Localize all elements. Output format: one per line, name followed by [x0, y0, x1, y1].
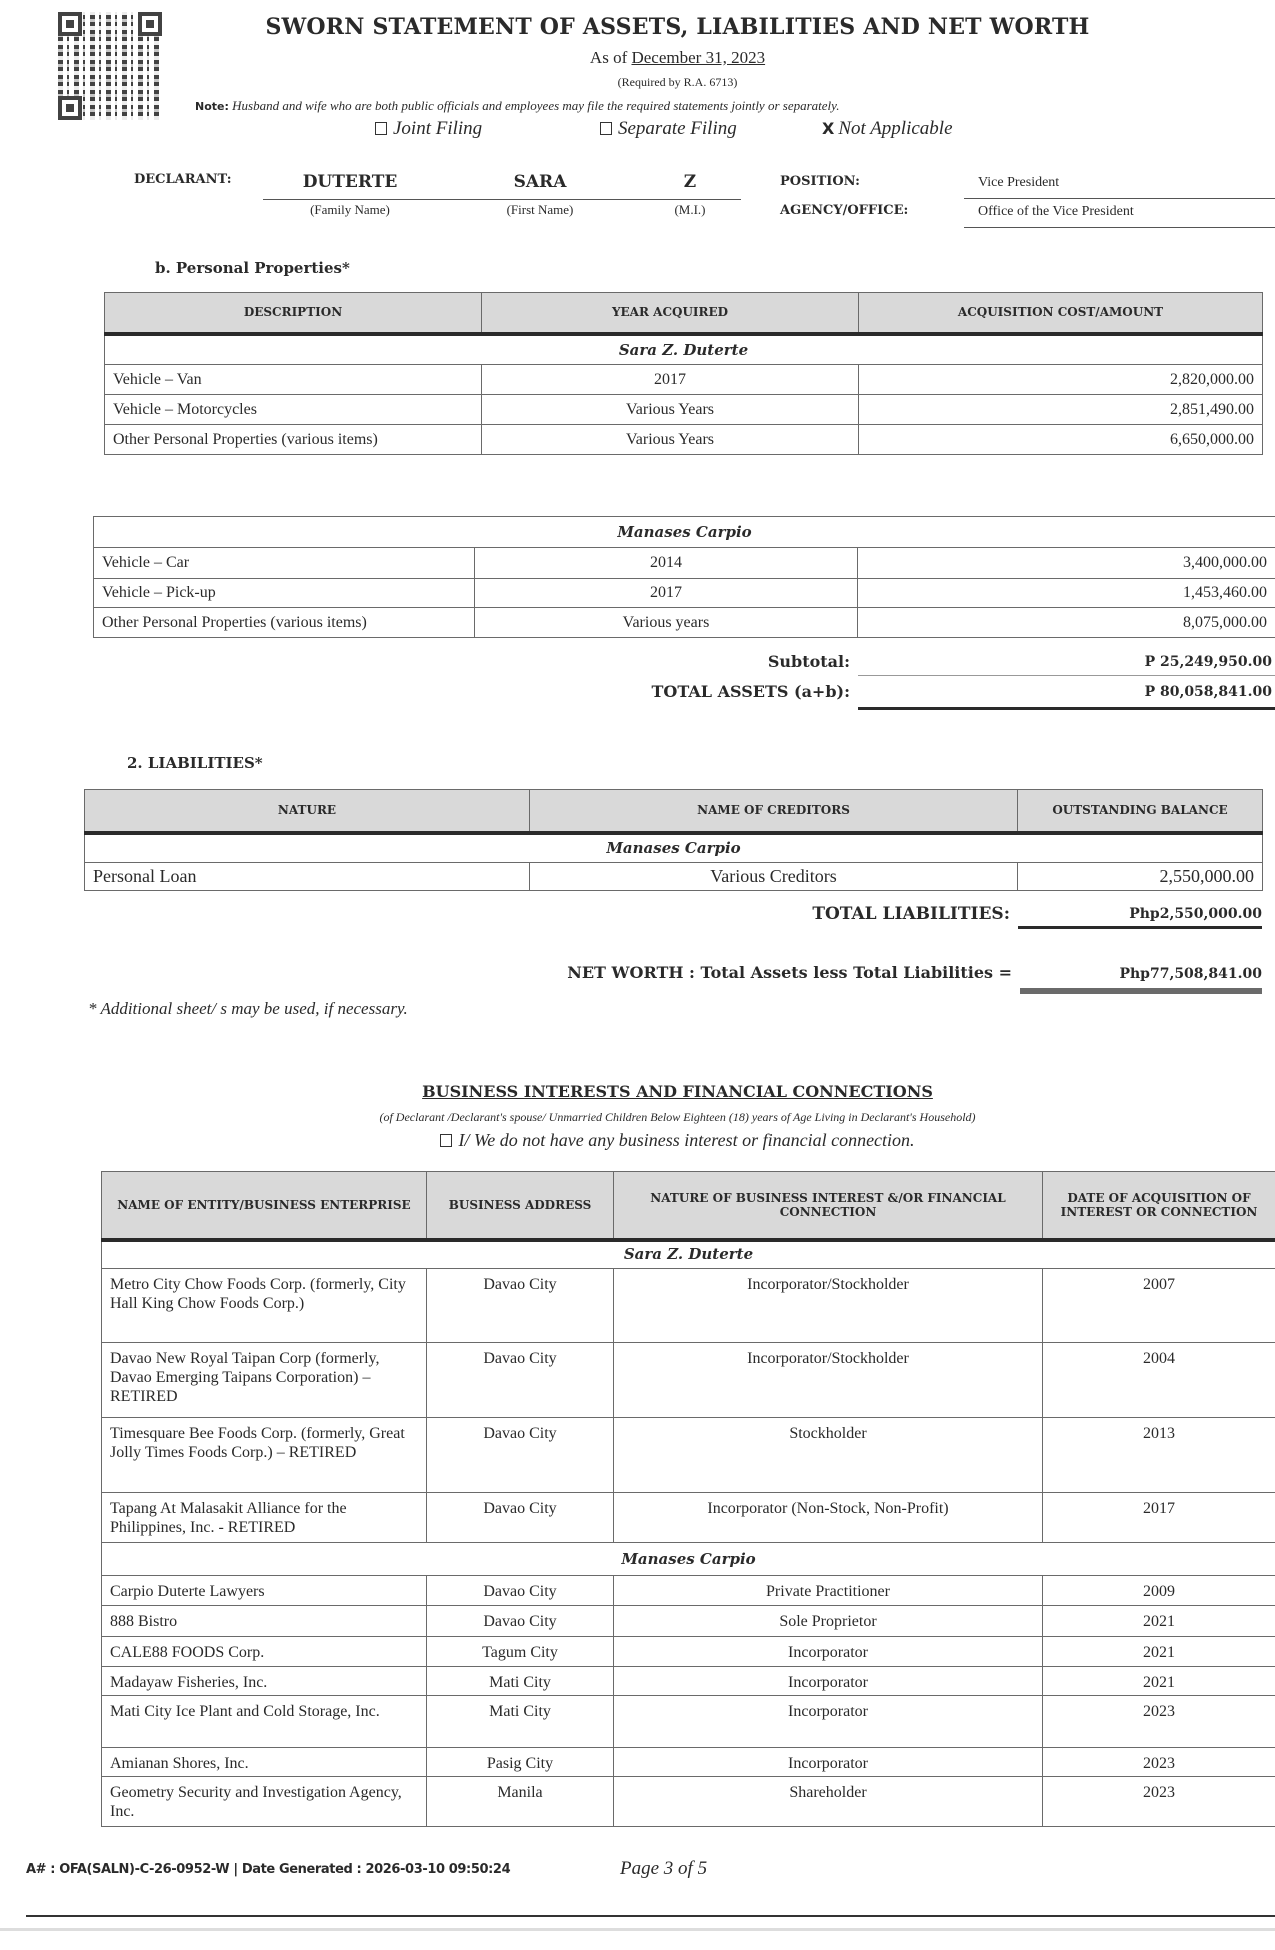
table-row: Amianan Shores, Inc. Pasig City Incorporator 2023	[102, 1748, 1275, 1777]
table-row: 888 Bistro Davao City Sole Proprietor 2021	[102, 1606, 1275, 1637]
table-row: Other Personal Properties (various items) Various Years 6,650,000.00	[105, 425, 1263, 455]
mi-caption: (M.I.)	[674, 202, 706, 217]
owner-group-label: Sara Z. Duterte	[105, 334, 1263, 365]
liabilities-table	[84, 789, 1263, 891]
owner-group-label: Manases Carpio	[85, 833, 1263, 863]
checkbox-icon[interactable]	[375, 122, 387, 135]
personal-properties-title: b. Personal Properties*	[155, 259, 350, 277]
owner-group-label: Manases Carpio	[94, 517, 1275, 548]
as-of-date: As of December 31, 2023	[589, 48, 766, 67]
page-number: Page 3 of 5	[620, 1858, 708, 1879]
table-row: Carpio Duterte Lawyers Davao City Private Practitioner 2009	[102, 1576, 1275, 1606]
first-name: SARA	[513, 172, 567, 192]
column-header-nature: NATURE	[85, 790, 530, 833]
position-value: Vice President	[978, 175, 1060, 190]
column-header-year-acquired: YEAR ACQUIRED	[482, 293, 859, 334]
column-header-description: DESCRIPTION	[105, 293, 482, 334]
joint-filing-option[interactable]: Joint Filing	[375, 118, 482, 140]
table-row: Vehicle – Pick-up 2017 1,453,460.00	[94, 579, 1275, 608]
family-name-caption: (Family Name)	[310, 202, 390, 217]
agency-value: Office of the Vice President	[978, 204, 1134, 219]
total-liabilities-value: Php2,550,000.00	[1129, 906, 1262, 922]
table-row: Vehicle – Car 2014 3,400,000.00	[94, 548, 1275, 579]
position-label: POSITION:	[780, 174, 860, 189]
personal-properties-table-1	[104, 292, 1263, 455]
personal-properties-table-2	[93, 516, 1275, 638]
total-liabilities-underline	[1018, 926, 1262, 929]
total-assets-label: TOTAL ASSETS (a+b):	[651, 682, 850, 701]
first-name-caption: (First Name)	[506, 202, 574, 217]
column-header-outstanding-balance: OUTSTANDING BALANCE	[1018, 790, 1263, 833]
table-row: Vehicle – Van 2017 2,820,000.00	[105, 365, 1263, 395]
total-liabilities-label: TOTAL LIABILITIES:	[812, 904, 1010, 924]
subtotal-divider	[858, 675, 1275, 676]
checkbox-icon[interactable]	[440, 1134, 452, 1147]
family-name: DUTERTE	[302, 172, 398, 192]
table-row: Davao New Royal Taipan Corp (formerly, Davao Emerging Taipans Corporation) – RETIRED Davao City Incorporator/Stockholder 2004	[102, 1343, 1275, 1418]
column-header-business-address: BUSINESS ADDRESS	[427, 1172, 614, 1240]
table-row: Other Personal Properties (various items) Various years 8,075,000.00	[94, 608, 1275, 638]
table-row: Geometry Security and Investigation Agency, Inc. Manila Shareholder 2023	[102, 1777, 1275, 1827]
page-title: SWORN STATEMENT OF ASSETS, LIABILITIES AND NET WORTH	[265, 14, 1090, 40]
position-underline	[964, 198, 1275, 199]
footer-rule	[26, 1915, 1275, 1917]
page-edge	[0, 1928, 1275, 1931]
table-row: Metro City Chow Foods Corp. (formerly, City Hall King Chow Foods Corp.) Davao City Incorporator/Stockholder 2007	[102, 1269, 1275, 1343]
table-row: Tapang At Malasakit Alliance for the Philippines, Inc. - RETIRED Davao City Incorporator (Non-Stock, Non-Profit) 2017	[102, 1493, 1275, 1543]
filing-note: Note: Husband and wife who are both public officials and employees may file the required statements jointly or separately.	[195, 98, 840, 113]
table-row: Madayaw Fisheries, Inc. Mati City Incorporator 2021	[102, 1667, 1275, 1696]
column-header-date-of-acquisition: DATE OF ACQUISITION OF INTEREST OR CONNECTION	[1043, 1172, 1275, 1240]
subtotal-value: P 25,249,950.00	[1144, 654, 1272, 670]
subtotal-label: Subtotal:	[767, 652, 850, 671]
business-interests-table	[101, 1171, 1275, 1827]
declarant-underline	[263, 199, 741, 200]
table-row: Timesquare Bee Foods Corp. (formerly, Great Jolly Times Foods Corp.) – RETIRED Davao City Stockholder 2013	[102, 1418, 1275, 1493]
table-row: Vehicle – Motorcycles Various Years 2,851,490.00	[105, 395, 1263, 425]
owner-group-label: Sara Z. Duterte	[102, 1240, 1275, 1269]
no-business-interest-option[interactable]: I/ We do not have any business interest or financial connection.	[0, 1130, 1275, 1151]
declarant-label: DECLARANT:	[134, 172, 232, 187]
column-header-acquisition-cost: ACQUISITION COST/AMOUNT	[859, 293, 1263, 334]
owner-group-label: Manases Carpio	[102, 1543, 1275, 1576]
not-applicable-option[interactable]: X Not Applicable	[822, 118, 953, 139]
column-header-creditors: NAME OF CREDITORS	[530, 790, 1018, 833]
agency-label: AGENCY/OFFICE:	[780, 203, 909, 218]
separate-filing-option[interactable]: Separate Filing	[600, 118, 737, 140]
additional-sheets-note: * Additional sheet/ s may be used, if necessary.	[88, 999, 408, 1018]
checkbox-icon[interactable]	[600, 122, 612, 135]
document-reference: A# : OFA(SALN)-C-26-0952-W | Date Generated : 2026-03-10 09:50:24	[26, 1862, 511, 1877]
net-worth-label: NET WORTH : Total Assets less Total Liabilities =	[567, 963, 1012, 982]
x-mark-icon[interactable]: X	[822, 119, 835, 138]
net-worth-underline	[1020, 988, 1262, 994]
table-row: Mati City Ice Plant and Cold Storage, Inc. Mati City Incorporator 2023	[102, 1696, 1275, 1748]
total-assets-underline	[858, 707, 1275, 710]
agency-underline	[964, 227, 1275, 228]
table-row: CALE88 FOODS Corp. Tagum City Incorporator 2021	[102, 1637, 1275, 1667]
as-of-date-value: December 31, 2023	[631, 48, 766, 67]
table-row: Personal Loan Various Creditors 2,550,000.00	[85, 863, 1263, 891]
column-header-nature-of-interest: NATURE OF BUSINESS INTEREST &/OR FINANCIAL CONNECTION	[614, 1172, 1043, 1240]
required-by: (Required by R.A. 6713)	[617, 75, 738, 89]
middle-initial: Z	[683, 172, 697, 192]
liabilities-title: 2. LIABILITIES*	[127, 754, 263, 772]
column-header-entity-name: NAME OF ENTITY/BUSINESS ENTERPRISE	[102, 1172, 427, 1240]
business-interests-subtitle: (of Declarant /Declarant's spouse/ Unmarried Children Below Eighteen (18) years of Age Living in Declarant's Household)	[379, 1110, 976, 1124]
net-worth-value: Php77,508,841.00	[1119, 966, 1262, 982]
total-assets-value: P 80,058,841.00	[1144, 684, 1272, 700]
business-interests-title: BUSINESS INTERESTS AND FINANCIAL CONNECTIONS	[422, 1082, 933, 1101]
